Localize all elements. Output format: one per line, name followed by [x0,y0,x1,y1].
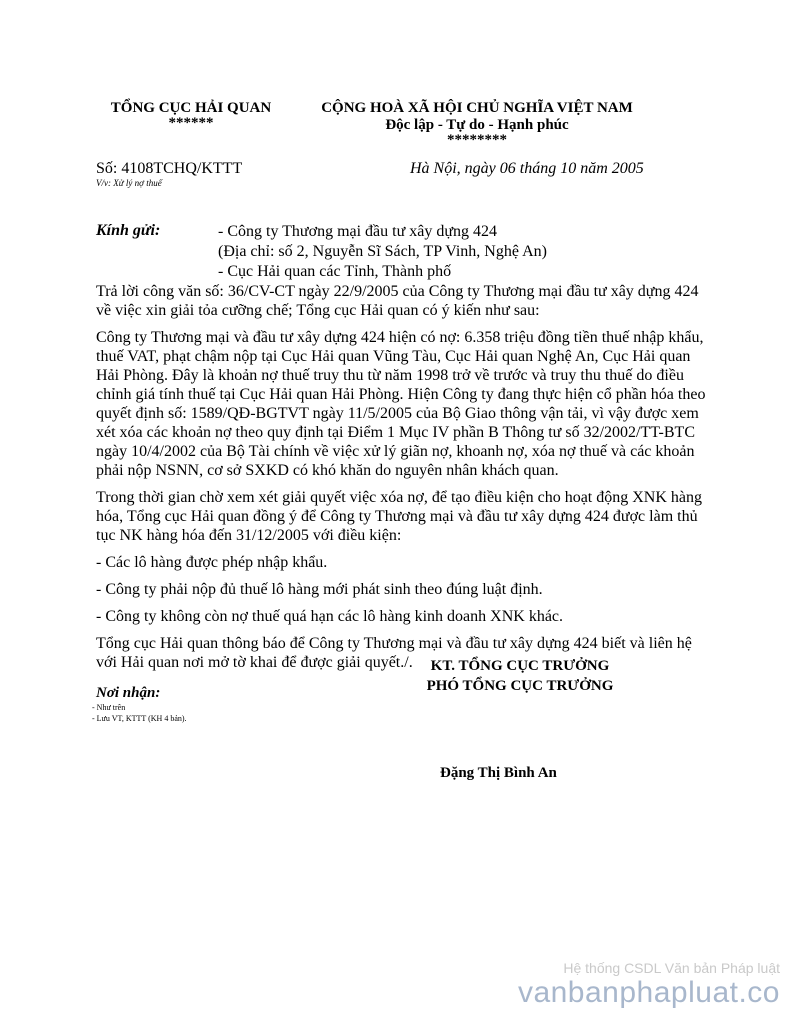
receivers-title: Nơi nhận: [96,685,161,701]
recipient-list [218,222,547,282]
recipient-line: - Công ty Thương mại đầu tư xây dựng 424 [218,223,498,240]
national-motto: Độc lập - Tự do - Hạnh phúc [385,117,569,133]
receiver-item: - Lưu VT, KTTT (KH 4 bản). [92,714,187,723]
receiver-item: - Như trên [92,703,126,712]
watermark-url: vanbanphapluat.co [517,976,780,1009]
watermark-caption: Hệ thống CSDL Văn bản Pháp luật [563,960,780,976]
site-watermark [518,960,780,1010]
body-paragraph: Trả lời công văn số: 36/CV-CT ngày 22/9/2005 của Công ty Thương mại đầu tư xây dựng 424 về việc xin giải tỏa cưỡng chế; Tổng cục Hải quan có ý kiến như sau: [96,283,699,319]
document-subject: V/v: Xử lý nợ thuế [96,178,162,188]
body-paragraph: Trong thời gian chờ xem xét giải quyết việc xóa nợ, để tạo điều kiện cho hoạt động XNK hàng hóa, Tổng cục Hải quan đồng ý để Công ty Thương mại và đầu tư xây dựng 424 được làm thủ tục NK hàng hóa đến 31/12/2005 với điều kiện: [96,489,702,544]
agency-name: TỔNG CỤC HẢI QUAN [110,100,272,116]
national-title-block [292,100,662,146]
condition-item: - Các lô hàng được phép nhập khẩu. [96,554,328,571]
body-paragraph: Công ty Thương mại và đầu tư xây dựng 424 hiện có nợ: 6.358 triệu đồng tiền thuế nhập khẩu, thuế VAT, phạt chậm nộp tại Cục Hải quan Vũng Tàu, Cục Hải quan Nghệ An, Cục Hải quan Hải Phòng. Đây là khoản nợ thuế truy thu từ năm 1998 trở về trước và truy thu thuế do điều chỉnh giá tính thuế tại Cục Hải quan Hải Phòng. Hiện Công ty đang thực hiện cổ phần hóa theo quyết định số: 1589/QĐ-BGTVT ngày 11/5/2005 của Bộ Giao thông vận tải, vì vậy được xem xét xóa các khoản nợ theo quy định tại Điểm 1 Mục IV phần B Thông tư số 32/2002/TT-BTC ngày 10/4/2002 của Bộ Tài chính về việc xử lý giãn nợ, khoanh nợ, xóa nợ thuế và các khoản phải nộp NSNN, cơ sở SXKD có khó khăn do nguyên nhân khách quan. [96,329,706,479]
agency-stars: ****** [168,115,214,131]
issuing-agency-block [96,100,286,129]
signature-subtitle: PHÓ TỔNG CỤC TRƯỞNG [426,678,614,694]
condition-item: - Công ty phải nộp đủ thuế lô hàng mới phát sinh theo đúng luật định. [96,581,543,598]
condition-item: - Công ty không còn nợ thuế quá hạn các lô hàng kinh doanh XNK khác. [96,608,564,625]
body-paragraph: Tổng cục Hải quan thông báo để Công ty Thương mại và đầu tư xây dựng 424 biết và liên hệ với Hải quan nơi mở tờ khai để được giải quyết./. [96,635,692,671]
receivers-list [92,702,187,724]
recipient-line: (Địa chỉ: số 2, Nguyễn Sĩ Sách, TP Vinh, Nghệ An) [218,243,547,260]
document-number: Số: 4108TCHQ/KTTT [96,160,243,177]
recipient-label: Kính gửi: [96,222,161,239]
motto-stars: ******** [447,132,507,148]
document-date: Hà Nội, ngày 06 tháng 10 năm 2005 [410,160,644,177]
signer-name: Đặng Thị Bình An [440,765,557,781]
signature-title: KT. TỔNG CỤC TRƯỞNG [430,658,610,674]
signature-block [400,656,640,696]
recipient-line: - Cục Hải quan các Tỉnh, Thành phố [218,263,452,280]
country-name: CỘNG HOÀ XÃ HỘI CHỦ NGHĨA VIỆT NAM [321,100,633,116]
document-body [96,282,708,680]
